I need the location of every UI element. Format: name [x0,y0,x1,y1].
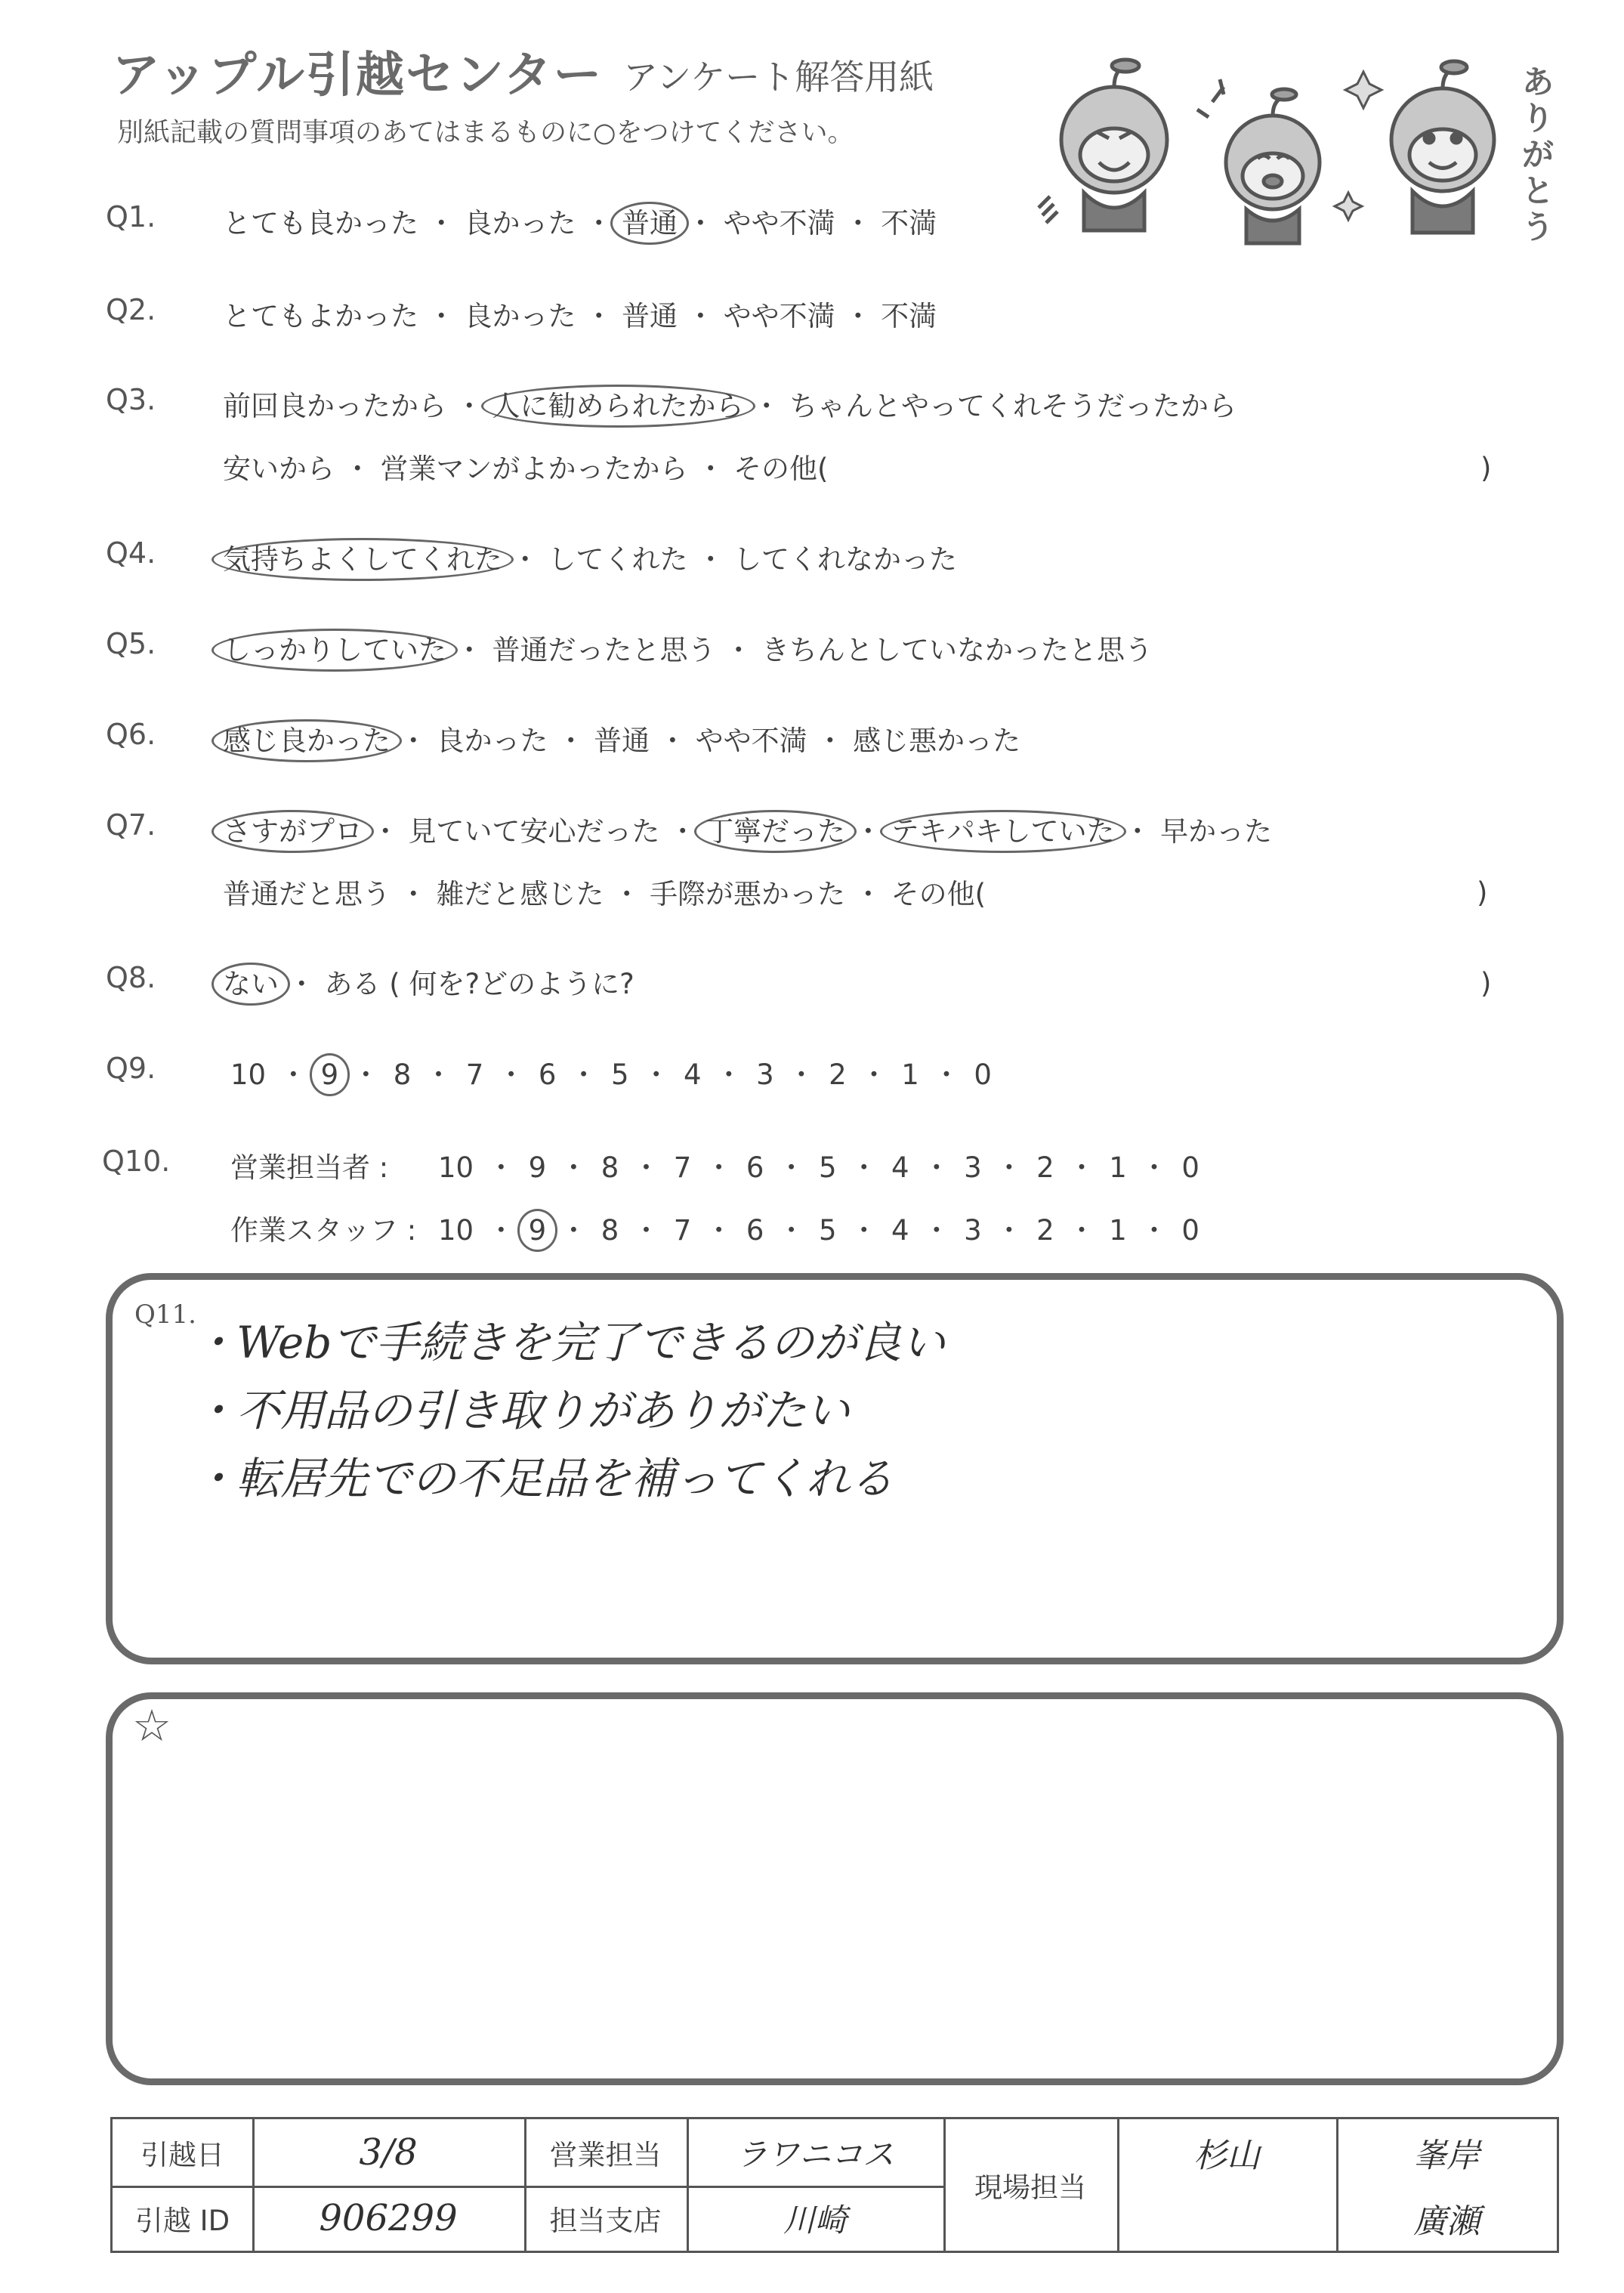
q9-score-selected[interactable]: 9 [310,1053,350,1096]
q7-option-selected[interactable]: 丁寧だった [694,810,857,853]
q2-options: とてもよかった ・ 良かった ・ 普通 ・ やや不満 ・ 不満 [223,300,937,332]
q8-options: ない ・ ある ( 何を?どのように? [223,961,634,1002]
q11-label: Q11. [134,1299,196,1330]
q9-score[interactable]: 10 [230,1058,267,1091]
q9-score[interactable]: 4 [684,1058,702,1091]
q3-option[interactable]: 安いから [223,453,335,485]
q5-options: しっかりしていた ・ 普通だったと思う ・ きちんとしていなかったと思う [223,627,1153,668]
q10-sales-score[interactable]: 0 [1181,1151,1199,1184]
q10-sales-label: 営業担当者 : [230,1151,389,1184]
site-staff-value[interactable]: 廣瀬 [1413,2202,1480,2241]
q3-option-other[interactable]: その他( [733,453,829,485]
branch-label: 担当支店 [549,2205,662,2237]
q3-options-line2: 安いから ・ 営業マンがよかったから ・ その他( [223,453,829,485]
q7-option[interactable]: 早かった [1160,815,1273,848]
q1-option[interactable]: やや不満 [723,207,835,239]
q10-staff-score[interactable]: 5 [818,1214,837,1247]
site-staff-value[interactable]: 峯岸 [1413,2137,1480,2175]
q3-label: Q3. [106,383,156,416]
q10-sales-score[interactable]: 3 [964,1151,982,1184]
q6-option[interactable]: 良かった [436,725,548,757]
q10-sales-score[interactable]: 2 [1036,1151,1054,1184]
q9-score[interactable]: 6 [538,1058,557,1091]
q10-sales-score[interactable]: 5 [818,1151,837,1184]
q10-staff-score[interactable]: 0 [1181,1214,1199,1247]
q8-close-paren: ) [1480,967,1492,1000]
q9-score[interactable]: 3 [756,1058,774,1091]
star-free-box[interactable] [106,1692,1564,2085]
q7-close-paren: ) [1477,876,1488,909]
q10-staff-score[interactable]: 7 [673,1214,692,1247]
q10-sales-score[interactable]: 9 [528,1151,547,1184]
q3-option[interactable]: 前回良かったから [223,390,446,422]
q10-sales-score[interactable]: 8 [601,1151,619,1184]
q5-label: Q5. [106,627,156,660]
q9-scale: 10 ・ 9 ・ 8 ・ 7 ・ 6 ・ 5 ・ 4 ・ 3 ・ 2 ・ 1 ・ 0 [230,1052,992,1092]
q2-option[interactable]: 良かった [464,300,576,332]
q6-option[interactable]: 普通 [594,725,650,757]
q7-option-selected[interactable]: テキパキしていた [880,810,1126,853]
q7-options-line1: さすがプロ ・ 見ていて安心だった ・ 丁寧だった ・ テキパキしていた ・ 早かった [223,808,1272,849]
q7-label: Q7. [106,808,156,842]
q1-option-selected[interactable]: 普通 [610,202,689,245]
q9-score[interactable]: 2 [829,1058,847,1091]
q10-staff-scale: 10 ・ 9 ・ 8 ・ 7 ・ 6 ・ 5 ・ 4 ・ 3 ・ 2 ・ 1 ・ 0 [438,1207,1199,1248]
q10-staff-score[interactable]: 8 [601,1214,619,1247]
q2-option[interactable]: とてもよかった [223,300,418,332]
q4-label: Q4. [106,536,156,570]
q3-option-selected[interactable]: 人に勧められたから [481,385,755,428]
q9-label: Q9. [106,1052,156,1085]
site-staff-value[interactable]: 杉山 [1193,2137,1260,2175]
q10-sales-score[interactable]: 6 [746,1151,764,1184]
q3-option[interactable]: 営業マンがよかったから [380,453,688,485]
q7-option[interactable]: 手際が悪かった [650,878,846,910]
q3-option[interactable]: ちゃんとやってくれそうだったから [789,390,1237,422]
q11-comment-line: ・Webで手続きを完了できるのが良い [193,1317,946,1368]
q9-score[interactable]: 7 [465,1058,484,1091]
star-mark: ☆ [132,1700,171,1751]
q10-staff-score-selected[interactable]: 9 [517,1209,558,1252]
q8-option-selected[interactable]: ない [211,963,290,1006]
move-date-label: 引越日 [140,2139,224,2171]
mascot-monkeys-illustration [1031,49,1552,253]
q10-label: Q10. [102,1145,171,1178]
q1-option[interactable]: とても良かった [223,207,418,239]
q7-option[interactable]: 雑だと感じた [436,878,604,910]
q8-label: Q8. [106,961,156,994]
instruction-text: 別紙記載の質問事項のあてはまるものに○をつけてください。 [117,118,854,148]
branch-value[interactable]: 川崎 [783,2202,847,2239]
q10-staff-score[interactable]: 10 [438,1214,474,1247]
q10-staff-score[interactable]: 4 [891,1214,909,1247]
q10-staff-score[interactable]: 1 [1109,1214,1127,1247]
q10-sales-score[interactable]: 10 [438,1151,474,1184]
move-id-label: 引越 ID [134,2205,230,2237]
q6-label: Q6. [106,718,156,751]
q10-staff-score[interactable]: 6 [746,1214,764,1247]
q5-option-selected[interactable]: しっかりしていた [211,629,458,672]
q6-options: 感じ良かった ・ 良かった ・ 普通 ・ やや不満 ・ 感じ悪かった [223,718,1020,759]
q2-label: Q2. [106,293,156,326]
q2-option[interactable]: やや不満 [723,300,835,332]
q9-score[interactable]: 0 [974,1058,992,1091]
q4-option-selected[interactable]: 気持ちよくしてくれた [211,538,514,581]
q11-comment-line: ・不用品の引き取りがありがたい [193,1385,851,1436]
q1-options: とても良かった ・ 良かった ・ 普通 ・ やや不満 ・ 不満 [223,200,937,241]
q7-option-selected[interactable]: さすがプロ [211,810,374,853]
q3-close-paren: ) [1480,452,1492,484]
site-label: 現場担当 [974,2171,1086,2204]
q1-label: Q1. [106,200,156,233]
q11-comment-line: ・転居先での不足品を補ってくれる [193,1453,894,1504]
q10-staff-score[interactable]: 2 [1036,1214,1054,1247]
thanks-text: ありがとう [1522,63,1555,246]
q3-options-line1: 前回良かったから ・ 人に勧められたから ・ ちゃんとやってくれそうだったから [223,383,1237,424]
q1-option[interactable]: 不満 [881,207,937,239]
q9-score[interactable]: 1 [901,1058,919,1091]
footer-table [110,2117,1559,2253]
company-name: アップル引越センター [112,48,604,104]
q7-option[interactable]: 見ていて安心だった [408,815,660,848]
q10-staff-label: 作業スタッフ : [230,1214,417,1247]
q6-option[interactable]: 感じ悪かった [853,725,1021,757]
q10-sales-score[interactable]: 4 [891,1151,909,1184]
q4-options: 気持ちよくしてくれた ・ してくれた ・ してくれなかった [223,536,957,577]
q5-option[interactable]: 普通だったと思う [492,634,716,666]
q9-score[interactable]: 8 [393,1058,412,1091]
q10-sales-score[interactable]: 7 [673,1151,692,1184]
q4-option[interactable]: してくれた [548,543,688,576]
move-date-value[interactable]: 3/8 [359,2131,418,2174]
form-title: アンケート解答用紙 [623,57,934,97]
q10-sales-scale: 10 ・ 9 ・ 8 ・ 7 ・ 6 ・ 5 ・ 4 ・ 3 ・ 2 ・ 1 ・ 0 [438,1151,1199,1184]
q4-option[interactable]: してくれなかった [733,543,958,576]
q9-score[interactable]: 5 [610,1058,629,1091]
q7-option[interactable]: 普通だと思う [223,878,391,910]
sales-value[interactable]: ラワニコス [735,2136,894,2173]
q1-option[interactable]: 良かった [464,207,576,239]
sales-label: 営業担当 [549,2139,662,2171]
q2-option[interactable]: 普通 [622,300,678,332]
q7-options-line2: 普通だと思う ・ 雑だと感じた ・ 手際が悪かった ・ その他( [223,878,986,910]
q8-option[interactable]: ある ( 何を?どのように? [324,968,634,1000]
q2-option[interactable]: 不満 [881,300,937,332]
q10-staff-score[interactable]: 3 [964,1214,982,1247]
move-id-value[interactable]: 906299 [319,2197,458,2239]
q10-sales-score[interactable]: 1 [1109,1151,1127,1184]
q7-option-other[interactable]: その他( [891,878,986,910]
q5-option[interactable]: きちんとしていなかったと思う [761,634,1153,666]
q6-option-selected[interactable]: 感じ良かった [211,719,402,762]
q6-option[interactable]: やや不満 [695,725,807,757]
